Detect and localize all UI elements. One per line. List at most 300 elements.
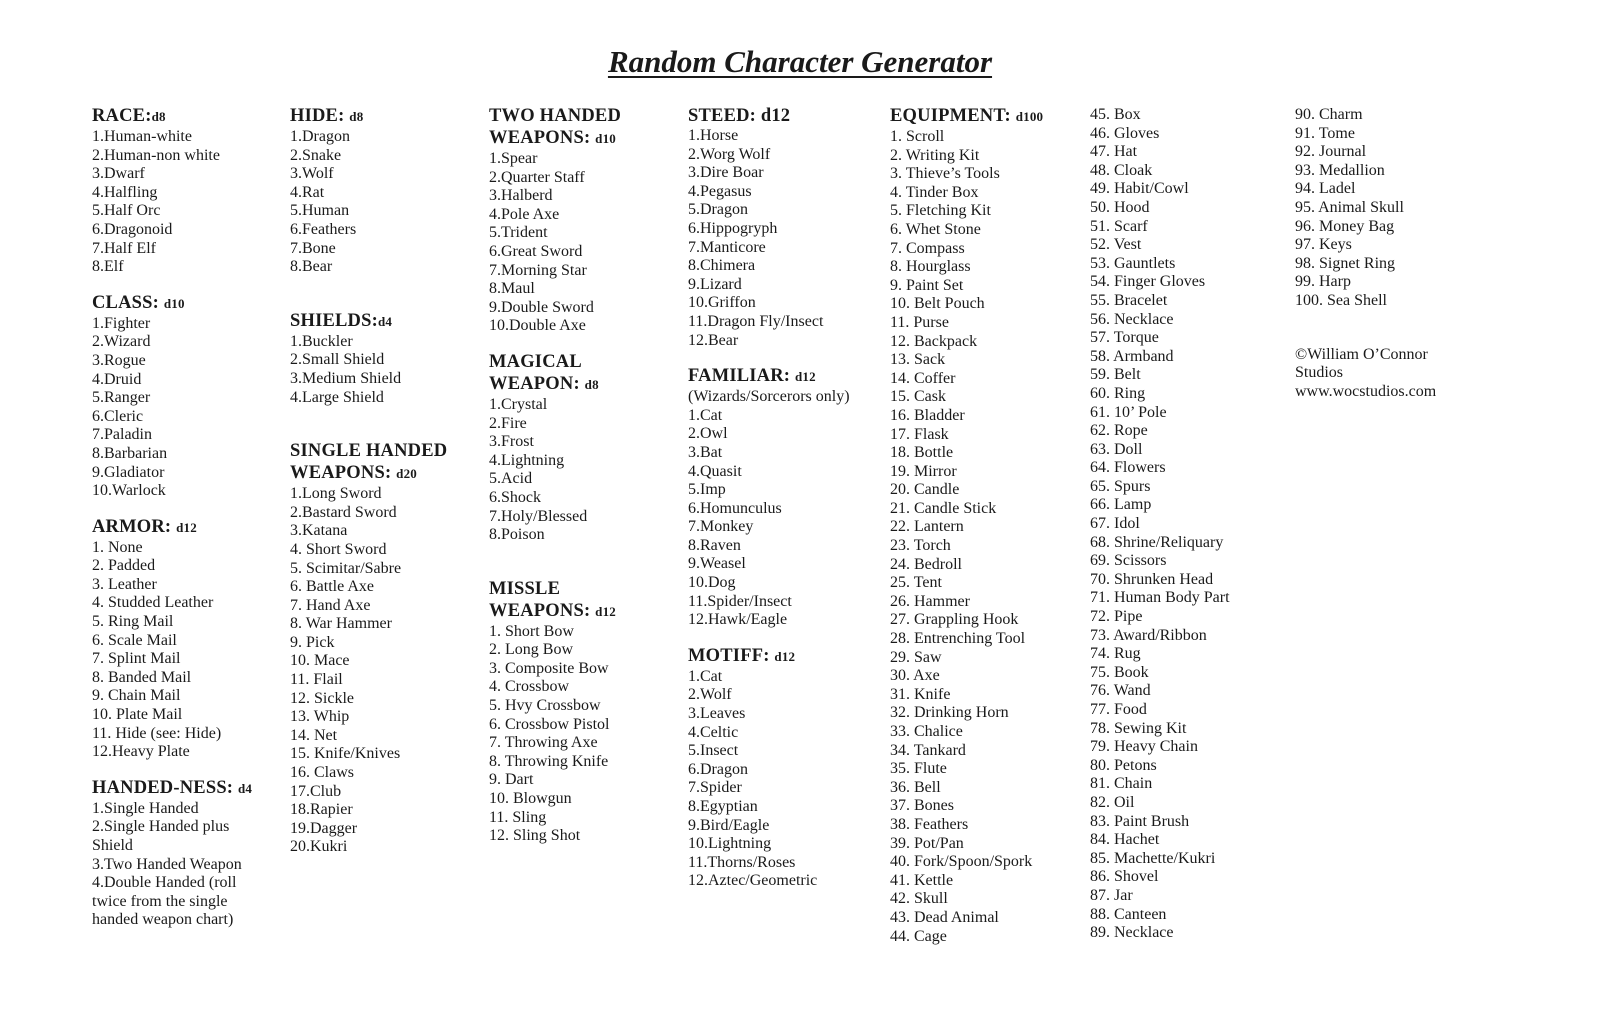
- list-item: 3. Leather: [92, 575, 157, 593]
- list-item: 18. Bottle: [890, 444, 954, 462]
- list-item: 9. Pick: [290, 633, 335, 651]
- list-item: 5. Scimitar/Sabre: [290, 559, 402, 577]
- list-item: 3.Medium Shield: [290, 369, 402, 387]
- list-item: 11. Flail: [290, 671, 343, 689]
- list-item: 37. Bones: [890, 797, 954, 815]
- die-label: d100: [1015, 109, 1044, 124]
- list-item: 4.Quasit: [688, 462, 742, 480]
- list-item: 6.Cleric: [92, 407, 144, 425]
- list-item: 4.Pegasus: [688, 182, 752, 200]
- section-equipment: [890, 105, 1080, 946]
- list-item: 33. Chalice: [890, 723, 963, 740]
- list-item: 20.Kukri: [290, 838, 348, 856]
- list-item: 8.Raven: [688, 536, 741, 554]
- column-1: [92, 105, 282, 930]
- credit-author: ©William O’Connor: [1295, 345, 1428, 363]
- list-item: 1.Horse: [688, 127, 739, 144]
- list-item: 73. Award/Ribbon: [1090, 626, 1207, 644]
- list-item: 23. Torch: [890, 537, 951, 555]
- list-item: 76. Wand: [1090, 682, 1151, 700]
- section-heading: FAMILIAR: d12: [688, 366, 816, 387]
- list-item: 70. Shrunken Head: [1090, 570, 1214, 588]
- list-item: 21. Candle Stick: [890, 499, 997, 517]
- list-item: 5. Ring Mail: [92, 613, 174, 631]
- list-item: 10.Dog: [688, 574, 736, 592]
- section-heading: CLASS: d10: [92, 292, 185, 313]
- list-item: 62. Rope: [1090, 422, 1148, 440]
- die-label: d10: [163, 295, 185, 311]
- list-item: 13. Sack: [890, 351, 946, 369]
- item-list: [290, 333, 470, 407]
- list-item: 86. Shovel: [1090, 868, 1159, 886]
- list-item: 82. Oil: [1090, 793, 1135, 811]
- list-item: 97. Keys: [1295, 236, 1352, 254]
- list-item: 2.Snake: [290, 146, 342, 164]
- list-item: 7. Splint Mail: [92, 650, 181, 668]
- list-item: 5.Half Orc: [92, 202, 161, 220]
- list-item: 3.Frost: [489, 433, 534, 451]
- list-item: 1. None: [92, 538, 143, 556]
- list-item: 6.Dragon: [688, 760, 748, 778]
- list-item: 46. Gloves: [1090, 124, 1160, 142]
- list-item: 85. Machette/Kukri: [1090, 849, 1216, 867]
- list-item: 19.Dagger: [290, 819, 358, 837]
- list-item: 25. Tent: [890, 574, 942, 592]
- credit-company: Studios: [1295, 364, 1344, 382]
- section-heading: HIDE: d8: [290, 106, 364, 126]
- list-item: 27. Grappling Hook: [890, 611, 1019, 629]
- list-item: 77. Food: [1090, 701, 1147, 718]
- column-3: [489, 105, 669, 846]
- list-item: 3.Dire Boar: [688, 164, 764, 182]
- list-item: 71. Human Body Part: [1090, 589, 1230, 607]
- list-item: 5.Trident: [489, 224, 548, 242]
- section-note: (Wizards/Sorcerors only): [688, 388, 850, 406]
- list-item: 88. Canteen: [1090, 905, 1167, 923]
- list-item: 9.Gladiator: [92, 463, 165, 481]
- section-heading: SINGLE HANDED WEAPONS: d20: [290, 441, 448, 484]
- list-item: 9.Double Sword: [489, 298, 594, 316]
- list-item: 10.Lightning: [688, 835, 772, 853]
- section-motiff: [688, 645, 878, 891]
- list-item: 42. Skull: [890, 890, 948, 908]
- list-item: 5.Ranger: [92, 389, 151, 407]
- list-item: 1.Spear: [489, 150, 538, 167]
- list-item: 56. Necklace: [1090, 310, 1174, 328]
- list-item: 2.Fire: [489, 414, 527, 432]
- die-label: d12: [795, 369, 816, 385]
- item-list: [489, 396, 619, 545]
- list-item: 2.Bastard Sword: [290, 503, 397, 521]
- list-item: 2.Worg Wolf: [688, 145, 771, 163]
- list-item: 16. Bladder: [890, 406, 965, 424]
- list-item: 2.Human-non white: [92, 146, 220, 164]
- list-item: 1.Cat: [688, 667, 723, 685]
- list-item: 1. Scroll: [890, 128, 945, 145]
- list-item: 10.Double Axe: [489, 317, 586, 335]
- list-item: 3. Composite Bow: [489, 659, 609, 677]
- die-label: d4: [377, 313, 393, 329]
- list-item: 2.Quarter Staff: [489, 168, 585, 186]
- list-item: 12.Heavy Plate: [92, 743, 190, 761]
- list-item: 9. Paint Set: [890, 276, 964, 294]
- die-label: d4: [238, 780, 253, 796]
- column-5: [890, 105, 1080, 946]
- list-item: 7. Compass: [890, 239, 965, 257]
- list-item: 3.Wolf: [290, 165, 334, 183]
- list-item: 2.Single Handed plus Shield: [92, 818, 230, 854]
- list-item: 58. Armband: [1090, 347, 1174, 365]
- list-item: 80. Petons: [1090, 756, 1157, 774]
- item-list: [489, 150, 639, 336]
- list-item: 68. Shrine/Reliquary: [1090, 533, 1224, 551]
- list-item: 8. Throwing Knife: [489, 752, 609, 770]
- list-item: 10. Mace: [290, 652, 350, 670]
- list-item: 11. Hide (see: Hide): [92, 724, 222, 742]
- list-item: 51. Scarf: [1090, 217, 1148, 235]
- list-item: 1.Human-white: [92, 128, 192, 145]
- list-item: 4.Druid: [92, 370, 142, 388]
- list-item: 45. Box: [1090, 106, 1141, 123]
- list-item: 74. Rug: [1090, 645, 1141, 663]
- list-item: 2.Small Shield: [290, 351, 385, 369]
- list-item: 98. Signet Ring: [1295, 254, 1396, 272]
- section-heading: TWO HANDED WEAPONS: d10: [489, 106, 622, 148]
- column-7: [1295, 106, 1495, 401]
- list-item: 8.Maul: [489, 280, 535, 298]
- credit-website: www.wocstudios.com: [1295, 382, 1437, 400]
- die-label: d20: [396, 466, 417, 482]
- list-item: 100. Sea Shell: [1295, 291, 1387, 309]
- list-item: 9.Weasel: [688, 555, 746, 573]
- list-item: 12.Hawk/Eagle: [688, 611, 788, 629]
- list-item: 7.Spider: [688, 779, 742, 797]
- column-2: [290, 105, 470, 857]
- column-6: [1090, 106, 1280, 943]
- list-item: 1.Cat: [688, 406, 723, 424]
- die-label: d8: [584, 376, 599, 392]
- list-item: 4.Rat: [290, 183, 325, 201]
- list-item: 8.Bear: [290, 258, 333, 276]
- list-item: 50. Hood: [1090, 198, 1150, 216]
- list-item: 57. Torque: [1090, 329, 1159, 347]
- list-item: 4. Studded Leather: [92, 594, 214, 612]
- item-list: [1295, 106, 1495, 311]
- list-item: 10. Plate Mail: [92, 706, 183, 724]
- list-item: 5. Fletching Kit: [890, 202, 991, 220]
- section-armor: [92, 516, 282, 762]
- list-item: 12. Sickle: [290, 689, 354, 707]
- list-item: 11. Sling: [489, 808, 547, 826]
- list-item: 6.Shock: [489, 488, 541, 506]
- list-item: 12. Sling Shot: [489, 827, 581, 845]
- list-item: 8.Elf: [92, 258, 124, 276]
- list-item: 90. Charm: [1295, 106, 1363, 123]
- list-item: 78. Sewing Kit: [1090, 719, 1187, 737]
- list-item: 3.Dwarf: [92, 165, 145, 183]
- list-item: 13. Whip: [290, 708, 350, 726]
- list-item: 7.Manticore: [688, 238, 766, 256]
- list-item: 60. Ring: [1090, 384, 1146, 402]
- list-item: 44. Cage: [890, 927, 947, 945]
- list-item: 3.Katana: [290, 522, 348, 540]
- list-item: 8.Egyptian: [688, 798, 758, 815]
- list-item: 12. Backpack: [890, 332, 978, 350]
- list-item: 55. Bracelet: [1090, 291, 1168, 309]
- list-item: 17. Flask: [890, 425, 949, 443]
- section-class: [92, 292, 282, 501]
- list-item: 22. Lantern: [890, 518, 964, 536]
- list-item: 2. Long Bow: [489, 641, 573, 659]
- list-item: 1.Fighter: [92, 314, 151, 332]
- list-item: 34. Tankard: [890, 741, 966, 759]
- list-item: 2. Writing Kit: [890, 146, 980, 164]
- item-list: [688, 407, 878, 630]
- list-item: 36. Bell: [890, 778, 941, 796]
- list-item: 12.Bear: [688, 331, 739, 349]
- list-item: 65. Spurs: [1090, 477, 1151, 495]
- list-item: 52. Vest: [1090, 236, 1142, 254]
- list-item: 63. Doll: [1090, 440, 1143, 458]
- item-list: [489, 623, 629, 846]
- item-list: [290, 485, 460, 857]
- item-list: [92, 800, 267, 930]
- section-hide: [290, 105, 470, 277]
- list-item: 14. Net: [290, 726, 338, 744]
- list-item: 7.Half Elf: [92, 239, 156, 257]
- list-item: 2.Owl: [688, 425, 728, 443]
- list-item: 92. Journal: [1295, 143, 1367, 161]
- list-item: 2.Wizard: [92, 333, 151, 351]
- section-shields: [290, 310, 470, 407]
- list-item: 6. Whet Stone: [890, 220, 981, 238]
- list-item: 61. 10’ Pole: [1090, 403, 1167, 421]
- list-item: 11.Spider/Insect: [688, 592, 792, 610]
- list-item: 81. Chain: [1090, 775, 1153, 793]
- list-item: 20. Candle: [890, 481, 960, 499]
- list-item: 7.Morning Star: [489, 261, 587, 279]
- list-item: 5.Insect: [688, 742, 739, 760]
- list-item: 9. Dart: [489, 771, 534, 789]
- list-item: 40. Fork/Spoon/Spork: [890, 853, 1033, 871]
- section-heading: MOTIFF: d12: [688, 645, 796, 666]
- section-handedness: [92, 777, 267, 930]
- list-item: 8. War Hammer: [290, 615, 392, 633]
- die-label: d12: [774, 648, 796, 664]
- list-item: 67. Idol: [1090, 515, 1140, 533]
- list-item: 43. Dead Animal: [890, 908, 999, 926]
- list-item: 4.Double Handed (roll twice from the single handed weapon chart): [92, 874, 237, 929]
- list-item: 5. Hvy Crossbow: [489, 697, 601, 715]
- list-item: 31. Knife: [890, 685, 951, 703]
- list-item: 7.Monkey: [688, 518, 754, 536]
- list-item: 29. Saw: [890, 648, 942, 666]
- list-item: 11.Thorns/Roses: [688, 853, 796, 871]
- section-heading: MAGICAL WEAPON: d8: [489, 351, 599, 394]
- list-item: 3. Thieve’s Tools: [890, 165, 1000, 183]
- list-item: 24. Bedroll: [890, 555, 962, 573]
- section-race: [92, 105, 282, 277]
- list-item: 1.Dragon: [290, 128, 350, 145]
- list-item: 35. Flute: [890, 760, 947, 778]
- section-two-handed-weapons: [489, 105, 639, 336]
- die-label: d8: [151, 109, 166, 124]
- list-item: 8. Banded Mail: [92, 668, 192, 686]
- list-item: 7.Bone: [290, 239, 336, 257]
- list-item: 6.Homunculus: [688, 499, 782, 517]
- section-single-handed-weapons: [290, 440, 460, 857]
- list-item: 5.Human: [290, 202, 350, 220]
- list-item: 1.Single Handed: [92, 799, 199, 817]
- list-item: 75. Book: [1090, 663, 1149, 681]
- list-item: 93. Medallion: [1295, 161, 1385, 179]
- section-heading: ARMOR: d12: [92, 516, 197, 537]
- list-item: 1.Buckler: [290, 332, 353, 350]
- list-item: 19. Mirror: [890, 462, 957, 480]
- list-item: 10. Belt Pouch: [890, 295, 985, 313]
- list-item: 4. Tinder Box: [890, 183, 979, 201]
- item-list: [92, 539, 282, 762]
- section-heading: RACE:d8: [92, 106, 166, 126]
- section-steed: [688, 105, 878, 350]
- list-item: 5.Imp: [688, 481, 726, 499]
- list-item: 15. Cask: [890, 388, 946, 406]
- list-item: 4.Halfling: [92, 183, 158, 201]
- section-equipment-end: [1295, 106, 1495, 311]
- list-item: 47. Hat: [1090, 143, 1138, 161]
- list-item: 96. Money Bag: [1295, 217, 1395, 235]
- list-item: 7. Hand Axe: [290, 596, 371, 614]
- list-item: 7. Throwing Axe: [489, 734, 598, 752]
- list-item: 9. Chain Mail: [92, 687, 181, 705]
- die-label: d8: [349, 109, 364, 124]
- list-item: 6.Dragonoid: [92, 220, 173, 238]
- section-magical-weapon: [489, 351, 619, 545]
- item-list: [92, 128, 282, 277]
- list-item: 41. Kettle: [890, 871, 954, 889]
- list-item: 3.Leaves: [688, 705, 746, 723]
- list-item: 18.Rapier: [290, 801, 353, 819]
- list-item: 8.Chimera: [688, 257, 756, 275]
- die-label: d12: [176, 519, 197, 535]
- list-item: 4.Celtic: [688, 723, 739, 741]
- list-item: 11. Purse: [890, 313, 949, 331]
- list-item: 30. Axe: [890, 667, 940, 685]
- die-label: d12: [760, 106, 791, 126]
- list-item: 9.Bird/Eagle: [688, 816, 770, 834]
- list-item: 38. Feathers: [890, 815, 969, 833]
- die-label: d10: [595, 131, 616, 146]
- list-item: 12.Aztec/Geometric: [688, 872, 818, 890]
- list-item: 83. Paint Brush: [1090, 812, 1190, 830]
- list-item: 53. Gauntlets: [1090, 254, 1176, 272]
- list-item: 8.Barbarian: [92, 444, 168, 462]
- section-equipment-continued: [1090, 106, 1280, 943]
- list-item: 10.Warlock: [92, 482, 166, 500]
- item-list: [1090, 106, 1280, 943]
- list-item: 26. Hammer: [890, 592, 970, 610]
- list-item: 8.Poison: [489, 526, 545, 544]
- list-item: 69. Scissors: [1090, 552, 1167, 570]
- list-item: 87. Jar: [1090, 886, 1133, 904]
- section-heading: STEED: d12: [688, 106, 791, 126]
- list-item: 11.Dragon Fly/Insect: [688, 312, 824, 330]
- list-item: 32. Drinking Horn: [890, 704, 1009, 722]
- list-item: 6. Battle Axe: [290, 578, 374, 596]
- list-item: 79. Heavy Chain: [1090, 738, 1198, 756]
- list-item: 84. Hachet: [1090, 831, 1160, 849]
- list-item: 6. Scale Mail: [92, 631, 177, 649]
- list-item: 3.Two Handed Weapon: [92, 855, 242, 873]
- list-item: 15. Knife/Knives: [290, 745, 401, 763]
- item-list: [688, 668, 878, 891]
- list-item: 66. Lamp: [1090, 496, 1152, 514]
- list-item: 89. Necklace: [1090, 924, 1174, 942]
- credit-block: [1295, 346, 1495, 402]
- list-item: 4.Pole Axe: [489, 205, 560, 223]
- list-item: 48. Cloak: [1090, 161, 1153, 179]
- list-item: 1.Crystal: [489, 395, 548, 413]
- list-item: 14. Coffer: [890, 369, 956, 387]
- list-item: 1.Long Sword: [290, 485, 382, 503]
- list-item: 7.Paladin: [92, 426, 152, 444]
- list-item: 10.Griffon: [688, 294, 756, 312]
- page-title: Random Character Generator: [607, 44, 993, 79]
- list-item: 7.Holy/Blessed: [489, 507, 588, 525]
- list-item: 64. Flowers: [1090, 459, 1166, 477]
- section-heading: EQUIPMENT: d100: [890, 106, 1044, 126]
- list-item: 3.Halberd: [489, 187, 553, 205]
- section-familiar: [688, 365, 878, 630]
- list-item: 3.Bat: [688, 443, 723, 461]
- list-item: 4.Lightning: [489, 451, 565, 469]
- item-list: [92, 315, 282, 501]
- section-missle-weapons: [489, 578, 629, 846]
- list-item: 16. Claws: [290, 764, 354, 782]
- section-heading: HANDED-NESS: d4: [92, 777, 253, 798]
- section-heading: MISSLE WEAPONS: d12: [489, 578, 616, 621]
- list-item: 17.Club: [290, 782, 342, 800]
- list-item: 4. Crossbow: [489, 678, 570, 696]
- item-list: [890, 128, 1080, 946]
- list-item: 9.Lizard: [688, 275, 742, 293]
- list-item: 28. Entrenching Tool: [890, 630, 1026, 648]
- list-item: 94. Ladel: [1295, 180, 1356, 198]
- list-item: 3.Rogue: [92, 351, 146, 369]
- list-item: 1. Short Bow: [489, 622, 574, 640]
- list-item: 8. Hourglass: [890, 258, 971, 276]
- list-item: 10. Blowgun: [489, 790, 572, 808]
- die-label: d12: [595, 603, 616, 619]
- list-item: 54. Finger Gloves: [1090, 273, 1206, 291]
- list-item: 5.Dragon: [688, 201, 748, 219]
- list-item: 95. Animal Skull: [1295, 198, 1404, 216]
- list-item: 6.Feathers: [290, 220, 357, 238]
- list-item: 39. Pot/Pan: [890, 834, 964, 852]
- list-item: 4. Short Sword: [290, 540, 387, 558]
- item-list: [290, 128, 470, 277]
- list-item: 6. Crossbow Pistol: [489, 715, 610, 733]
- list-item: 99. Harp: [1295, 273, 1351, 291]
- list-item: 4.Large Shield: [290, 388, 384, 406]
- list-item: 2. Padded: [92, 557, 156, 575]
- list-item: 59. Belt: [1090, 366, 1141, 384]
- list-item: 5.Acid: [489, 470, 533, 488]
- list-item: 6.Great Sword: [489, 242, 583, 260]
- column-4: [688, 105, 878, 891]
- list-item: 6.Hippogryph: [688, 219, 778, 237]
- item-list: [688, 127, 878, 350]
